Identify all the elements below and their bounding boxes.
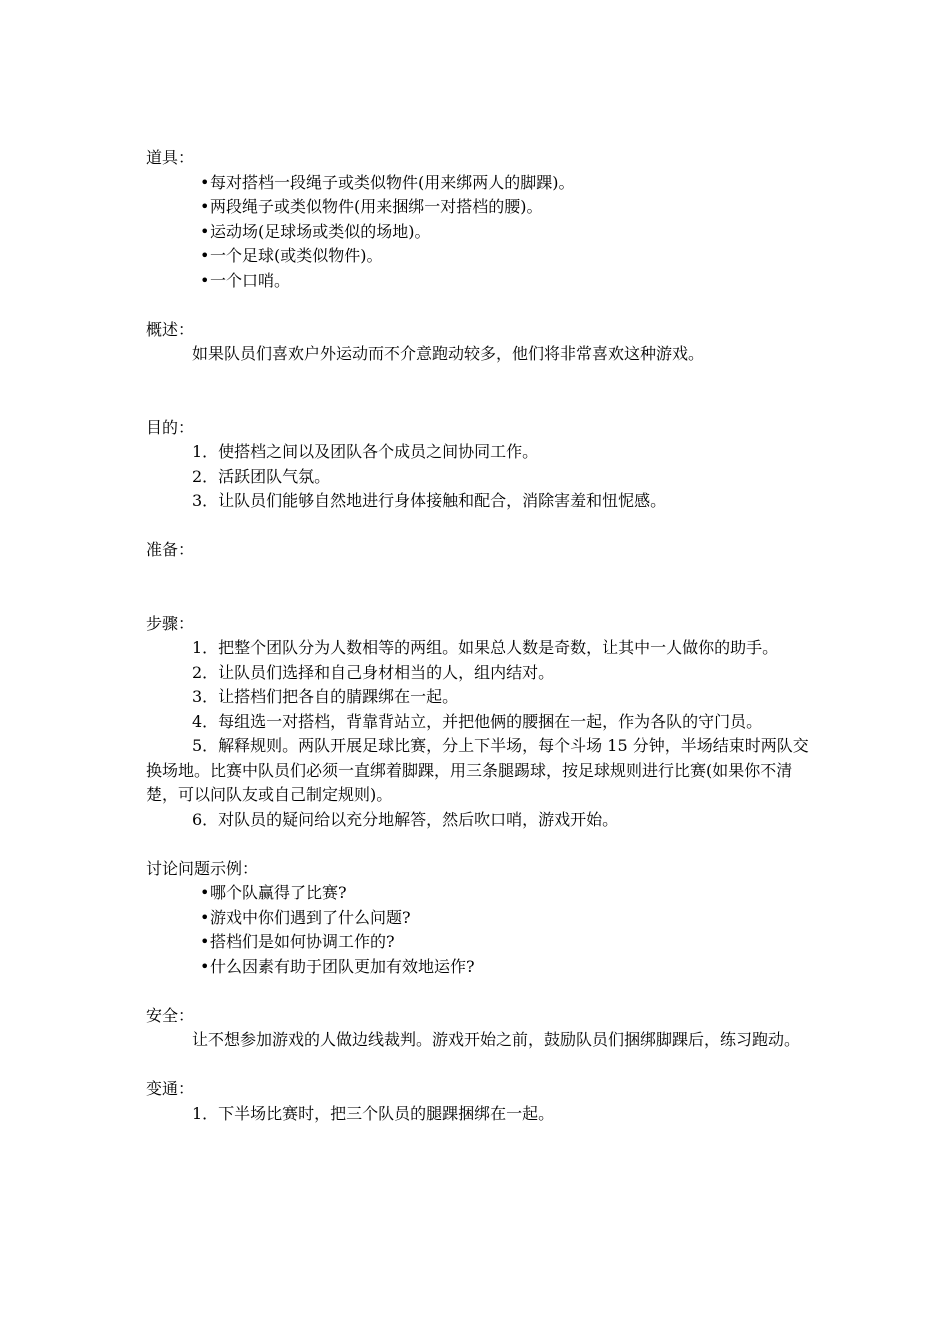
bullet-icon: • — [200, 270, 210, 290]
bullet-icon: • — [200, 932, 210, 951]
props-item — [146, 269, 816, 294]
props-item — [146, 195, 816, 220]
props-item — [146, 244, 816, 269]
discussion-heading: 讨论问题示例： — [146, 858, 259, 878]
document-body — [146, 146, 816, 1126]
section-discussion — [146, 857, 816, 980]
steps-item: 3．让搭档们把各自的腈踝绑在一起。 — [192, 687, 459, 706]
props-item — [146, 171, 816, 196]
props-item-text: 运动场(足球场或类似的场地)。 — [210, 221, 431, 241]
props-item-text: 两段绳子或类似物件(用来捆绑一对搭档的腰)。 — [210, 197, 543, 216]
bullet-icon: • — [200, 197, 210, 216]
bullet-icon: • — [200, 907, 210, 927]
steps-item: 1．把整个团队分为人数相等的两组。如果总人数是奇数，让其中一人做你的助手。 — [192, 638, 779, 657]
variation-item: 1．下半场比赛时，把三个队员的腿踝捆绑在一起。 — [192, 1103, 555, 1123]
spacer — [146, 979, 816, 1004]
section-overview — [146, 318, 816, 367]
discussion-item-text: 搭档们是如何协调工作的? — [210, 932, 395, 951]
steps-item: 5．解释规则。两队开展足球比赛，分上下半场，每个斗场 15 分钟，半场结束时两队交换场地。比赛中队员们必须一直绑着脚踝，用三条腿踢球，按足球规则进行比赛(如果你不清楚，可以问队友或自己制定规则)。 — [146, 736, 809, 804]
spacer — [146, 563, 816, 612]
section-variation — [146, 1077, 816, 1126]
spacer — [146, 514, 816, 539]
props-item-text: 一个口哨。 — [210, 270, 291, 290]
purpose-item: 1．使搭档之间以及团队各个成员之间协同工作。 — [192, 442, 539, 461]
bullet-icon: • — [200, 221, 210, 241]
variation-heading: 变通： — [146, 1079, 195, 1098]
spacer — [146, 832, 816, 857]
section-props — [146, 146, 816, 293]
discussion-item — [146, 930, 816, 955]
discussion-item-text: 游戏中你们遇到了什么问题? — [210, 907, 411, 927]
bullet-icon: • — [200, 956, 210, 976]
bullet-icon: • — [200, 172, 210, 192]
discussion-item — [146, 955, 816, 980]
steps-heading: 步骤： — [146, 613, 195, 633]
purpose-heading: 目的： — [146, 417, 195, 437]
bullet-icon: • — [200, 246, 210, 265]
discussion-item — [146, 906, 816, 931]
steps-item: 4．每组选一对搭档，背靠背站立，并把他俩的腰捆在一起，作为各队的守门员。 — [192, 711, 763, 731]
preparation-heading: 准备： — [146, 540, 195, 559]
steps-item: 6．对队员的疑问给以充分地解答，然后吹口哨，游戏开始。 — [192, 809, 619, 829]
props-item-text: 每对搭档一段绳子或类似物件(用来绑两人的脚踝)。 — [210, 172, 575, 192]
props-item-text: 一个足球(或类似物件)。 — [210, 246, 383, 265]
bullet-icon: • — [200, 883, 210, 902]
spacer — [146, 367, 816, 416]
section-preparation — [146, 538, 816, 563]
props-heading: 道具： — [146, 148, 195, 167]
discussion-item-text: 什么因素有助于团队更加有效地运作? — [210, 956, 475, 976]
steps-item: 2．让队员们选择和自己身材相当的人，组内结对。 — [192, 662, 555, 682]
spacer — [146, 293, 816, 318]
purpose-item: 2．活跃团队气氛。 — [192, 466, 331, 486]
section-safety — [146, 1004, 816, 1053]
overview-text: 如果队员们喜欢户外运动而不介意跑动较多，他们将非常喜欢这种游戏。 — [192, 344, 705, 363]
discussion-item-text: 哪个队赢得了比赛? — [210, 883, 347, 902]
safety-text: 让不想参加游戏的人做边线裁判。游戏开始之前，鼓励队员们捆绑脚踝后，练习跑动。 — [192, 1030, 801, 1049]
section-purpose — [146, 416, 816, 514]
props-item — [146, 220, 816, 245]
section-steps — [146, 612, 816, 833]
purpose-item: 3．让队员们能够自然地进行身体接触和配合，消除害羞和忸怩感。 — [192, 491, 667, 510]
overview-heading: 概述： — [146, 319, 195, 339]
spacer — [146, 1053, 816, 1078]
discussion-item — [146, 881, 816, 906]
safety-heading: 安全： — [146, 1005, 195, 1025]
